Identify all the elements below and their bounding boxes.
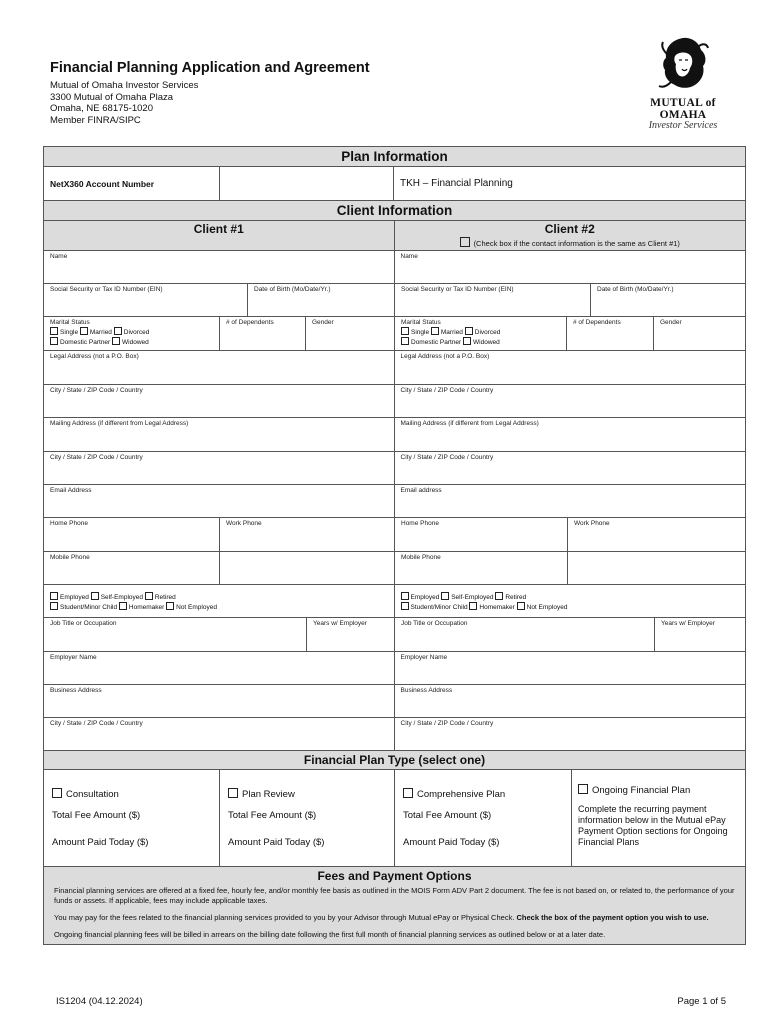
fees-paragraph-2 bbox=[54, 913, 735, 923]
retired-label: Retired bbox=[154, 594, 176, 601]
client-2-gender-field[interactable] bbox=[654, 317, 745, 350]
plan-type-heading: Financial Plan Type (select one) bbox=[44, 751, 745, 770]
client-2-marital-status bbox=[395, 317, 567, 350]
consultation-checkbox[interactable] bbox=[52, 788, 62, 798]
application-form bbox=[43, 146, 746, 945]
city-label: City / State / ZIP Code / Country bbox=[50, 387, 143, 394]
fees-paragraph-2-bold: Check the box of the payment option you wish to use. bbox=[516, 913, 709, 922]
fees-section bbox=[44, 867, 745, 944]
client-2-mobile-phone-field[interactable] bbox=[395, 552, 568, 584]
client-1-legal-address-field[interactable] bbox=[44, 351, 395, 384]
home-phone-label: Home Phone bbox=[401, 520, 439, 527]
address-line: Omaha, NE 68175-1020 bbox=[50, 103, 153, 114]
amount-paid-label: Amount Paid Today ($) bbox=[52, 837, 149, 848]
fees-paragraph-2-text: You may pay for the fees related to the financial planning services provided to you by your Advisor through Mutual ePay or Physical Check. bbox=[54, 913, 517, 922]
amount-paid-label: Amount Paid Today ($) bbox=[403, 837, 500, 848]
work-phone-label: Work Phone bbox=[226, 520, 262, 527]
client-2-ssn-field[interactable] bbox=[395, 284, 591, 316]
total-fee-label: Total Fee Amount ($) bbox=[228, 810, 317, 821]
client-2-years-field[interactable] bbox=[655, 618, 745, 651]
client-2-business-city-field[interactable] bbox=[395, 718, 746, 750]
divorced-label: Divorced bbox=[123, 329, 150, 336]
city-label: City / State / ZIP Code / Country bbox=[400, 454, 494, 461]
retired-label: Retired bbox=[505, 594, 527, 601]
single-label: Single bbox=[411, 329, 430, 336]
city-label: City / State / ZIP Code / Country bbox=[50, 720, 143, 727]
years-label: Years w/ Employer bbox=[313, 620, 367, 627]
same-as-client-1-checkbox[interactable] bbox=[460, 237, 470, 247]
lion-head-icon bbox=[653, 34, 713, 94]
client-2-mailing-city-field[interactable] bbox=[395, 452, 746, 484]
client-2-dependents-field[interactable] bbox=[567, 317, 654, 350]
same-as-client-1-label: (Check box if the contact information is the same as Client #1) bbox=[473, 239, 680, 248]
client-1-name-field[interactable] bbox=[44, 251, 395, 283]
employed-label: Employed bbox=[410, 594, 440, 601]
client-2-job-title-field[interactable] bbox=[395, 618, 655, 651]
comprehensive-checkbox[interactable] bbox=[403, 788, 413, 798]
client-1-legal-city-field[interactable] bbox=[44, 385, 395, 417]
city-label: City / State / ZIP Code / Country bbox=[400, 720, 494, 727]
fees-paragraph-1: Financial planning services are offered at a fixed fee, hourly fee, and/or monthly fee basis as outlined in the MOIS Form ADV Part 2 document. The fee is not based on, or related to, the performance of your funds or assets. If applicable, fees may include applicable taxes. bbox=[54, 886, 735, 905]
mailing-address-label: Mailing Address (if different from Legal Address) bbox=[400, 420, 539, 427]
ssn-label: Social Security or Tax ID Number (EIN) bbox=[401, 286, 514, 293]
consultation-option bbox=[44, 770, 220, 866]
client-2-work-phone-field[interactable] bbox=[568, 518, 745, 551]
widowed-checkbox[interactable] bbox=[112, 337, 120, 345]
city-label: City / State / ZIP Code / Country bbox=[50, 454, 143, 461]
name-label: Name bbox=[50, 253, 68, 260]
client-2-employment-status bbox=[395, 585, 746, 617]
mobile-phone-label: Mobile Phone bbox=[401, 554, 441, 561]
marital-status-label: Marital Status bbox=[50, 319, 90, 326]
not-employed-label: Not Employed bbox=[526, 604, 568, 611]
single-checkbox[interactable] bbox=[401, 327, 409, 335]
legal-address-label: Legal Address (not a P.O. Box) bbox=[400, 353, 490, 360]
divorced-checkbox[interactable] bbox=[114, 327, 122, 335]
dob-label: Date of Birth (Mo/Date/Yr.) bbox=[597, 286, 674, 293]
single-label: Single bbox=[60, 329, 79, 336]
employed-label: Employed bbox=[60, 594, 89, 601]
not-employed-checkbox[interactable] bbox=[517, 602, 525, 610]
not-employed-label: Not Employed bbox=[176, 604, 217, 611]
client-1-dob-field[interactable] bbox=[248, 284, 395, 316]
gender-label: Gender bbox=[312, 319, 334, 326]
client-1-dependents-field[interactable] bbox=[220, 317, 306, 350]
domestic-partner-label: Domestic Partner bbox=[411, 339, 462, 346]
plan-review-option bbox=[220, 770, 395, 866]
ongoing-note: Complete the recurring payment information below in the Mutual ePay Payment Option sections for Ongoing Financial Plans bbox=[578, 804, 728, 847]
dependents-label: # of Dependents bbox=[573, 319, 621, 326]
self-employed-label: Self-Employed bbox=[451, 594, 494, 601]
employed-checkbox[interactable] bbox=[50, 592, 58, 600]
mailing-address-label: Mailing Address (if different from Legal Address) bbox=[50, 420, 189, 427]
fees-heading: Fees and Payment Options bbox=[317, 869, 472, 883]
dob-label: Date of Birth (Mo/Date/Yr.) bbox=[254, 286, 331, 293]
company-address bbox=[50, 80, 370, 126]
student-label: Student/Minor Child bbox=[410, 604, 468, 611]
domestic-partner-checkbox[interactable] bbox=[401, 337, 409, 345]
married-label: Married bbox=[89, 329, 112, 336]
years-label: Years w/ Employer bbox=[661, 620, 715, 627]
client-2-legal-city-field[interactable] bbox=[395, 385, 746, 417]
mutual-of-omaha-logo bbox=[628, 34, 738, 131]
homemaker-checkbox[interactable] bbox=[469, 602, 477, 610]
self-employed-checkbox[interactable] bbox=[441, 592, 449, 600]
marital-status-label: Marital Status bbox=[401, 319, 441, 326]
total-fee-label: Total Fee Amount ($) bbox=[403, 810, 492, 821]
client-2-dob-field[interactable] bbox=[591, 284, 745, 316]
home-phone-label: Home Phone bbox=[50, 520, 88, 527]
client-1-business-city-field[interactable] bbox=[44, 718, 395, 750]
job-title-label: Job Title or Occupation bbox=[401, 620, 468, 627]
client-1-ssn-field[interactable] bbox=[44, 284, 248, 316]
married-label: Married bbox=[440, 329, 463, 336]
total-fee-label: Total Fee Amount ($) bbox=[52, 810, 141, 821]
account-number-label: NetX360 Account Number bbox=[44, 167, 220, 200]
plan-information-heading: Plan Information bbox=[44, 147, 745, 167]
employer-label: Employer Name bbox=[50, 654, 97, 661]
not-employed-checkbox[interactable] bbox=[166, 602, 174, 610]
married-checkbox[interactable] bbox=[80, 327, 88, 335]
email-label: Email address bbox=[400, 487, 442, 494]
name-label: Name bbox=[400, 253, 418, 260]
work-phone-label: Work Phone bbox=[574, 520, 610, 527]
ongoing-checkbox[interactable] bbox=[578, 784, 588, 794]
ongoing-label: Ongoing Financial Plan bbox=[592, 785, 691, 796]
business-address-label: Business Address bbox=[50, 687, 102, 694]
job-title-label: Job Title or Occupation bbox=[50, 620, 117, 627]
employer-label: Employer Name bbox=[400, 654, 448, 661]
city-label: City / State / ZIP Code / Country bbox=[400, 387, 494, 394]
self-employed-label: Self-Employed bbox=[100, 594, 143, 601]
dependents-label: # of Dependents bbox=[226, 319, 274, 326]
widowed-label: Widowed bbox=[473, 339, 500, 346]
employed-checkbox[interactable] bbox=[401, 592, 409, 600]
client-2-email-field[interactable] bbox=[395, 485, 746, 517]
client-1-job-title-field[interactable] bbox=[44, 618, 307, 651]
client-information-heading: Client Information bbox=[44, 201, 745, 221]
email-label: Email Address bbox=[50, 487, 92, 494]
form-id: IS1204 (04.12.2024) bbox=[56, 996, 143, 1007]
married-checkbox[interactable] bbox=[431, 327, 439, 335]
retired-checkbox[interactable] bbox=[495, 592, 503, 600]
document-header bbox=[50, 60, 370, 126]
homemaker-label: Homemaker bbox=[479, 604, 515, 611]
client-1-employment-status bbox=[44, 585, 395, 617]
client-1-mailing-city-field[interactable] bbox=[44, 452, 395, 484]
client-2-business-address-field[interactable] bbox=[395, 685, 746, 717]
student-checkbox[interactable] bbox=[401, 602, 409, 610]
client-1-years-field[interactable] bbox=[307, 618, 395, 651]
client-1-mobile-phone-field[interactable] bbox=[44, 552, 220, 584]
client-2-name-field[interactable] bbox=[395, 251, 746, 283]
client-1-mobile-spacer bbox=[220, 552, 395, 584]
domestic-partner-checkbox[interactable] bbox=[50, 337, 58, 345]
fees-paragraph-3: Ongoing financial planning fees will be billed in arrears on the billing date following the first full month of financial planning services as outlined below or at a later date. bbox=[54, 930, 606, 939]
single-checkbox[interactable] bbox=[50, 327, 58, 335]
comprehensive-option bbox=[395, 770, 572, 866]
business-address-label: Business Address bbox=[400, 687, 453, 694]
legal-address-label: Legal Address (not a P.O. Box) bbox=[50, 353, 139, 360]
client-2-employer-field[interactable] bbox=[395, 652, 746, 684]
homemaker-checkbox[interactable] bbox=[119, 602, 127, 610]
widowed-checkbox[interactable] bbox=[463, 337, 471, 345]
client-1-gender-field[interactable] bbox=[306, 317, 395, 350]
plan-code: TKH – Financial Planning bbox=[400, 178, 513, 189]
client-2-mailing-address-field[interactable] bbox=[395, 418, 746, 451]
ssn-label: Social Security or Tax ID Number (EIN) bbox=[50, 286, 163, 293]
client-1-employer-field[interactable] bbox=[44, 652, 395, 684]
client-1-work-phone-field[interactable] bbox=[220, 518, 395, 551]
ongoing-option bbox=[572, 770, 745, 866]
mobile-phone-label: Mobile Phone bbox=[50, 554, 90, 561]
comprehensive-label: Comprehensive Plan bbox=[417, 789, 506, 800]
client-1-email-field[interactable] bbox=[44, 485, 395, 517]
page-number: Page 1 of 5 bbox=[677, 996, 726, 1007]
gender-label: Gender bbox=[660, 319, 682, 326]
client-2-home-phone-field[interactable] bbox=[395, 518, 568, 551]
document-title: Financial Planning Application and Agreement bbox=[50, 60, 370, 76]
client-2-heading: Client #2 bbox=[544, 222, 595, 236]
student-checkbox[interactable] bbox=[50, 602, 58, 610]
address-line: Mutual of Omaha Investor Services bbox=[50, 80, 199, 91]
client-2-legal-address-field[interactable] bbox=[395, 351, 746, 384]
plan-review-label: Plan Review bbox=[242, 789, 295, 800]
self-employed-checkbox[interactable] bbox=[91, 592, 99, 600]
amount-paid-label: Amount Paid Today ($) bbox=[228, 837, 325, 848]
client-1-marital-status bbox=[44, 317, 220, 350]
logo-subtitle: Investor Services bbox=[648, 120, 718, 131]
client-1-heading: Client #1 bbox=[44, 221, 395, 250]
divorced-label: Divorced bbox=[474, 329, 501, 336]
widowed-label: Widowed bbox=[122, 339, 149, 346]
homemaker-label: Homemaker bbox=[128, 604, 165, 611]
divorced-checkbox[interactable] bbox=[465, 327, 473, 335]
domestic-partner-label: Domestic Partner bbox=[60, 339, 111, 346]
address-line: Member FINRA/SIPC bbox=[50, 114, 141, 126]
logo-wordmark: MUTUAL of OMAHA bbox=[650, 97, 716, 121]
client-1-home-phone-field[interactable] bbox=[44, 518, 220, 551]
client-1-mailing-address-field[interactable] bbox=[44, 418, 395, 451]
student-label: Student/Minor Child bbox=[60, 604, 118, 611]
address-line: 3300 Mutual of Omaha Plaza bbox=[50, 91, 174, 103]
client-2-heading-cell bbox=[395, 221, 746, 250]
consultation-label: Consultation bbox=[66, 789, 119, 800]
retired-checkbox[interactable] bbox=[145, 592, 153, 600]
client-2-mobile-spacer bbox=[568, 552, 745, 584]
client-1-business-address-field[interactable] bbox=[44, 685, 395, 717]
account-number-field[interactable] bbox=[220, 167, 394, 200]
plan-review-checkbox[interactable] bbox=[228, 788, 238, 798]
